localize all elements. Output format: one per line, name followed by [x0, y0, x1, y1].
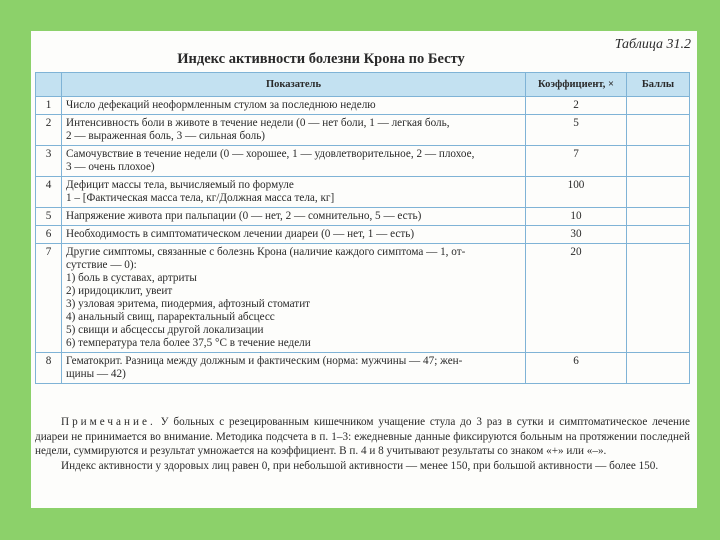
row-indicator	[62, 146, 526, 177]
note-paragraph-2: Индекс активности у здоровых лиц равен 0, при небольшой активности — менее 150, при большой активности — более 150.	[61, 459, 659, 472]
index-table	[35, 72, 690, 384]
row-number: 1	[36, 97, 62, 115]
header-number	[36, 73, 62, 97]
document-page	[31, 31, 697, 508]
indicator-line: Напряжение живота при пальпации (0 — нет, 2 — сомнительно, 5 — есть)	[66, 210, 422, 222]
note-label: Примечание.	[61, 416, 156, 428]
table-row	[36, 353, 690, 384]
row-number: 5	[36, 208, 62, 226]
row-indicator	[62, 115, 526, 146]
indicator-line: 1) боль в суставах, артриты	[66, 272, 197, 284]
row-coefficient: 30	[526, 226, 627, 244]
indicator-line: Самочувствие в течение недели (0 — хорошее, 1 — удовлетворительное, 2 — плохое,	[66, 148, 475, 160]
table-number: Таблица 31.2	[614, 37, 691, 52]
row-points	[627, 97, 690, 115]
row-points	[627, 115, 690, 146]
row-points	[627, 226, 690, 244]
row-coefficient: 2	[526, 97, 627, 115]
indicator-line: Гематокрит. Разница между должным и фактическим (норма: мужчины — 47; жен-	[66, 355, 463, 367]
indicator-line: сутствие — 0):	[66, 259, 137, 271]
indicator-line: 4) анальный свищ, параректальный абсцесс	[66, 311, 275, 323]
indicator-line: Необходимость в симптоматическом лечении диареи (0 — нет, 1 — есть)	[66, 228, 415, 240]
row-points	[627, 244, 690, 353]
table-row	[36, 115, 690, 146]
row-points	[627, 177, 690, 208]
row-coefficient: 10	[526, 208, 627, 226]
row-indicator	[62, 353, 526, 384]
indicator-line: Интенсивность боли в животе в течение недели (0 — нет боли, 1 — легкая боль,	[66, 117, 450, 129]
table-row	[36, 146, 690, 177]
indicator-line: щины — 42)	[66, 368, 126, 380]
header-indicator: Показатель	[62, 73, 526, 97]
header-coefficient: Коэффициент, ×	[526, 73, 627, 97]
indicator-line: Число дефекаций неоформленным стулом за последнюю неделю	[66, 99, 376, 111]
table-header-row	[36, 73, 690, 97]
row-number: 6	[36, 226, 62, 244]
indicator-line: Дефицит массы тела, вычисляемый по формуле	[66, 179, 294, 191]
indicator-line: 3) узловая эритема, пиодермия, афтозный стоматит	[66, 298, 311, 310]
row-coefficient: 100	[526, 177, 627, 208]
row-coefficient: 7	[526, 146, 627, 177]
table-row	[36, 208, 690, 226]
indicator-line: 1 – [Фактическая масса тела, кг/Должная масса тела, кг]	[66, 192, 335, 204]
row-indicator	[62, 97, 526, 115]
row-number: 7	[36, 244, 62, 353]
row-indicator	[62, 244, 526, 353]
row-number: 3	[36, 146, 62, 177]
row-indicator	[62, 177, 526, 208]
row-points	[627, 353, 690, 384]
table-row	[36, 226, 690, 244]
table-row	[36, 244, 690, 353]
row-number: 4	[36, 177, 62, 208]
note-paragraph-1: У больных с резецированным кишечником учащение стула до 3 раз в сутки и симптоматическое лечение диареи не принимается во внимание. Методика подсчета в п. 1–3: ежедневные данные фиксируются больным на протяжении последней недели, суммируются и результат умножается на коэффициент. В п. 4 и 8 учитывают результаты со знаком «+» или «–».	[35, 416, 690, 458]
table-title: Индекс активности болезни Крона по Бесту	[177, 51, 465, 67]
table-row	[36, 97, 690, 115]
row-number: 2	[36, 115, 62, 146]
indicator-line: 3 — очень плохое)	[66, 161, 155, 173]
table-row	[36, 177, 690, 208]
row-coefficient: 6	[526, 353, 627, 384]
row-coefficient: 20	[526, 244, 627, 353]
row-indicator	[62, 226, 526, 244]
row-points	[627, 146, 690, 177]
indicator-line: 5) свищи и абсцессы другой локализации	[66, 324, 264, 336]
header-points: Баллы	[627, 73, 690, 97]
indicator-line: 2) иридоциклит, увеит	[66, 285, 173, 297]
row-points	[627, 208, 690, 226]
table-note	[35, 415, 690, 473]
indicator-line: 6) температура тела более 37,5 °С в течение недели	[66, 337, 311, 349]
row-indicator	[62, 208, 526, 226]
row-number: 8	[36, 353, 62, 384]
indicator-line: 2 — выраженная боль, 3 — сильная боль)	[66, 130, 266, 142]
row-coefficient: 5	[526, 115, 627, 146]
indicator-line: Другие симптомы, связанные с болезнь Крона (наличие каждого симптома — 1, от-	[66, 246, 466, 258]
